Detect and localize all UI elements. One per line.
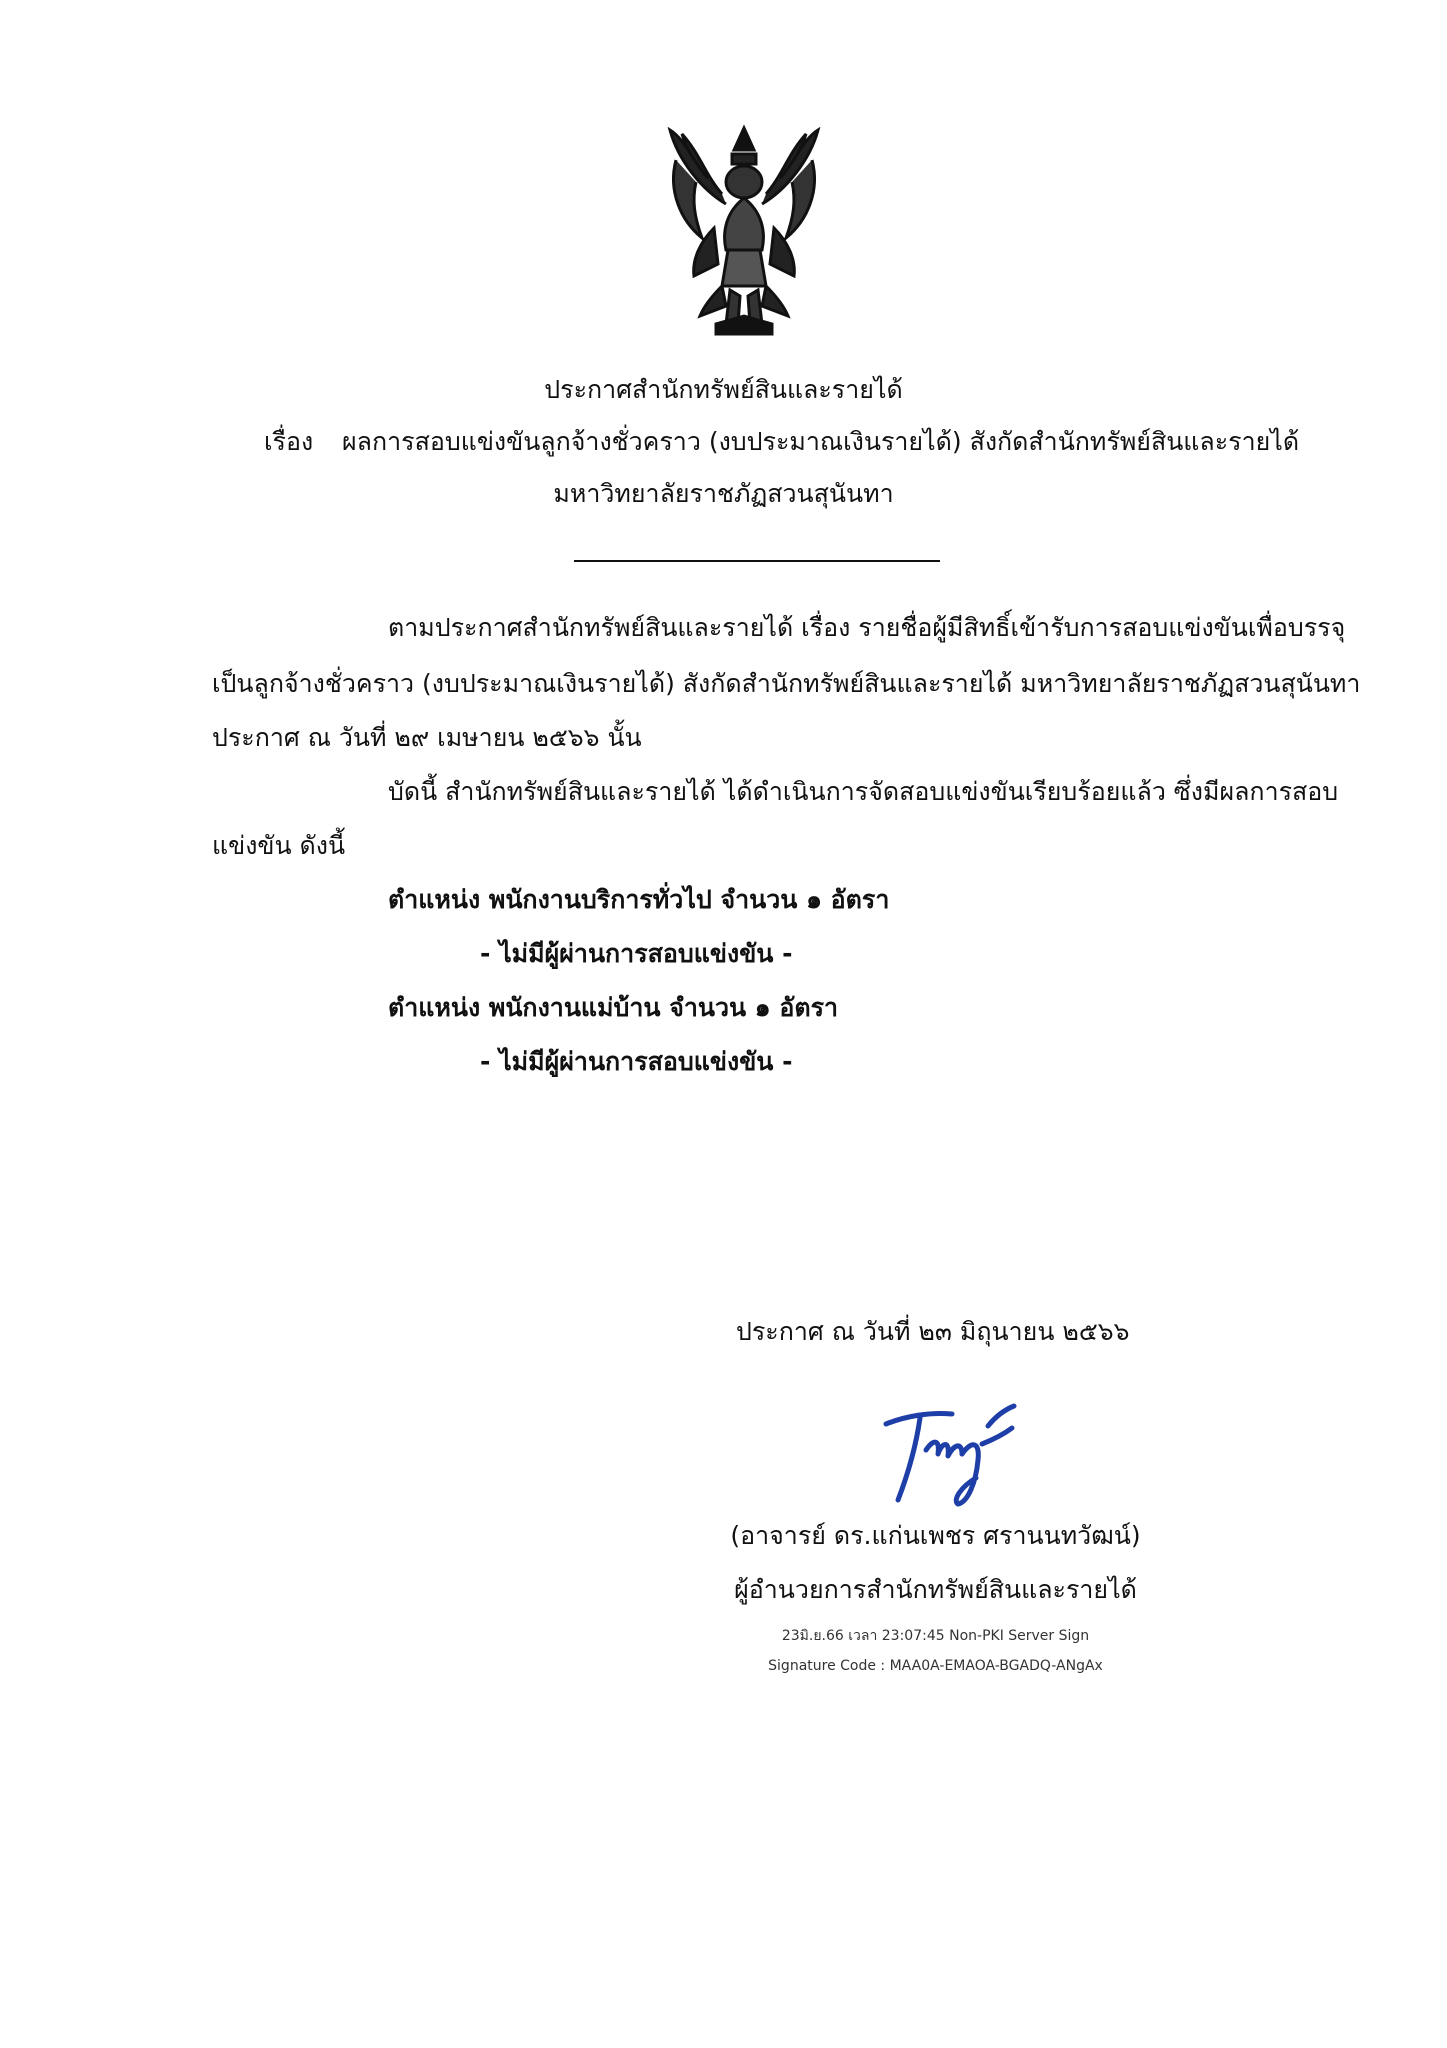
- paragraph-1-line-2: เป็นลูกจ้างชั่วคราว (งบประมาณเงินรายได้) สังกัดสำนักทรัพย์สินและรายได้ มหาวิทยาลัยราชภัฏสวนสุนันทา: [212, 669, 1361, 698]
- paragraph-2-line-1: บัดนี้ สำนักทรัพย์สินและรายได้ ได้ดำเนินการจัดสอบแข่งขันเรียบร้อยแล้ว ซึ่งมีผลการสอบ: [388, 777, 1339, 806]
- signature-code: Signature Code : MAA0A-EMAOA-BGADQ-ANgAx: [768, 1658, 1103, 1674]
- signing-timestamp: 23มิ.ย.66 เวลา 23:07:45 Non-PKI Server Sign: [781, 1628, 1090, 1644]
- garuda-emblem-icon: [656, 120, 832, 346]
- announcement-date: ประกาศ ณ วันที่ ๒๓ มิถุนายน ๒๕๖๖: [736, 1317, 1130, 1346]
- paragraph-1-line-1: ตามประกาศสำนักทรัพย์สินและรายได้ เรื่อง รายชื่อผู้มีสิทธิ์เข้ารับการสอบแข่งขันเพื่อบรรจุ: [388, 613, 1346, 642]
- paragraph-2-line-2: แข่งขัน ดังนี้: [212, 831, 346, 860]
- subject-label: เรื่อง: [264, 427, 314, 456]
- announcement-title: ประกาศสำนักทรัพย์สินและรายได้: [544, 375, 903, 404]
- subject-text: ผลการสอบแข่งขันลูกจ้างชั่วคราว (งบประมาณเงินรายได้) สังกัดสำนักทรัพย์สินและรายได้: [342, 427, 1300, 456]
- university-name: มหาวิทยาลัยราชภัฏสวนสุนันทา: [553, 479, 894, 508]
- signer-name: (อาจารย์ ดร.แก่นเพชร ศรานนทวัฒน์): [730, 1521, 1141, 1550]
- position-title: ตำแหน่ง พนักงานแม่บ้าน จำนวน ๑ อัตรา: [388, 993, 839, 1022]
- title-divider: [574, 560, 940, 562]
- position-result: - ไม่มีผู้ผ่านการสอบแข่งขัน -: [480, 939, 793, 968]
- position-title: ตำแหน่ง พนักงานบริการทั่วไป จำนวน ๑ อัตรา: [388, 885, 890, 914]
- signer-title: ผู้อำนวยการสำนักทรัพย์สินและรายได้: [734, 1575, 1137, 1604]
- handwritten-signature: [876, 1390, 1026, 1510]
- position-result: - ไม่มีผู้ผ่านการสอบแข่งขัน -: [480, 1047, 793, 1076]
- subject-line: [264, 424, 1299, 460]
- paragraph-1-line-3: ประกาศ ณ วันที่ ๒๙ เมษายน ๒๕๖๖ นั้น: [212, 723, 642, 752]
